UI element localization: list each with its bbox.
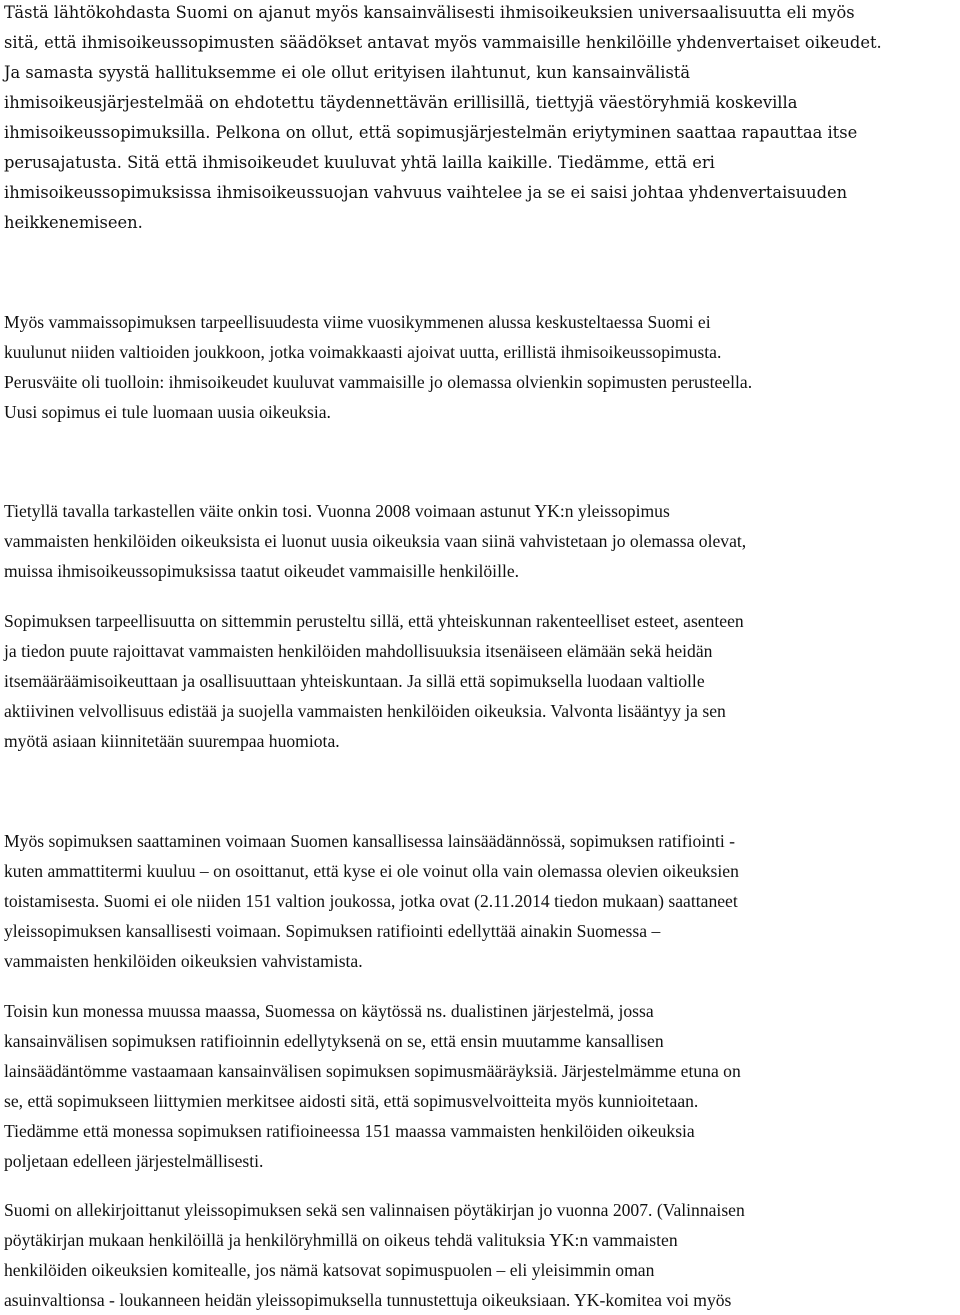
paragraph-convention-need xyxy=(4,307,752,427)
text-line: Perusväite oli tuolloin: ihmisoikeudet kuuluvat vammaisille jo olemassa olvienkin sopimusten perusteella. xyxy=(4,372,753,392)
text-line: Tiedämme että monessa sopimuksen ratifioineessa 151 maassa vammaisten henkilöiden oikeuksia xyxy=(4,1121,695,1141)
text-line: myötä asiaan kiinnitetään suurempaa huomiota. xyxy=(4,731,340,751)
text-line: perusajatusta. Sitä että ihmisoikeudet kuuluvat yhtä lailla kaikille. Tiedämme, että eri xyxy=(4,153,715,172)
paragraph-justification xyxy=(4,606,744,756)
text-line: lainsäädäntömme vastaamaan kansainvälisen sopimuksen sopimusmääräyksiä. Järjestelmämme etuna on xyxy=(4,1061,741,1081)
text-line: Tietyllä tavalla tarkastellen väite onkin tosi. Vuonna 2008 voimaan astunut YK:n yleissopimus xyxy=(4,501,670,521)
text-line: sitä, että ihmisoikeussopimusten säädökset antavat myös vammaisille henkilöille yhdenvertaiset oikeudet. xyxy=(4,33,882,52)
text-line: heikkenemiseen. xyxy=(4,213,143,232)
text-line: se, että sopimukseen liittymien merkitsee aidosti sitä, että sopimusvelvoitteita myös kunnioitetaan. xyxy=(4,1091,699,1111)
text-line: Suomi on allekirjoittanut yleissopimuksen sekä sen valinnaisen pöytäkirjan jo vuonna 2007. (Valinnaisen xyxy=(4,1200,745,1220)
text-line: vammaisten henkilöiden oikeuksien vahvistamista. xyxy=(4,951,363,971)
text-line: aktiivinen velvollisuus edistää ja suojella vammaisten henkilöiden oikeuksia. Valvonta lisääntyy ja sen xyxy=(4,701,726,721)
text-line: Uusi sopimus ei tule luomaan uusia oikeuksia. xyxy=(4,402,331,422)
text-line: ja tiedon puute rajoittavat vammaisten henkilöiden mahdollisuuksia itsenäiseen elämään sekä heidän xyxy=(4,641,713,661)
text-line: Ja samasta syystä hallituksemme ei ole ollut erityisen ilahtunut, kun kansainvälistä xyxy=(4,63,691,82)
text-line: kansainvälisen sopimuksen ratifioinnin edellytyksenä on se, että ensin muutamme kansallisen xyxy=(4,1031,664,1051)
text-line: ihmisoikeussopimuksissa ihmisoikeussuojan vahvuus vaihtelee ja se ei saisi johtaa yhdenvertaisuuden xyxy=(4,183,848,202)
paragraph-optional-protocol xyxy=(4,1195,745,1315)
text-line: Myös vammaissopimuksen tarpeellisuudesta viime vuosikymmenen alussa keskusteltaessa Suomi ei xyxy=(4,312,711,332)
text-line: muissa ihmisoikeussopimuksissa taatut oikeudet vammaisille henkilöille. xyxy=(4,561,520,581)
text-line: Sopimuksen tarpeellisuutta on sittemmin perusteltu sillä, että yhteiskunnan rakenteelliset esteet, asenteen xyxy=(4,611,744,631)
text-line: itsemääräämisoikeuttaan ja osallisuuttaan yhteiskuntaan. Ja sillä että sopimuksella luodaan valtiolle xyxy=(4,671,705,691)
text-line: yleissopimuksen kansallisesti voimaan. Sopimuksen ratifiointi edellyttää ainakin Suomessa – xyxy=(4,921,661,941)
paragraph-ratification xyxy=(4,826,739,976)
paragraph-dualist-system xyxy=(4,996,741,1176)
text-line: kuten ammattitermi kuuluu – on osoittanut, että kyse ei ole voinut olla vain olemassa olevien oikeuksien xyxy=(4,861,739,881)
text-line: vammaisten henkilöiden oikeuksista ei luonut uusia oikeuksia vaan siinä vahvistetaan jo olemassa olevat, xyxy=(4,531,747,551)
text-line: Myös sopimuksen saattaminen voimaan Suomen kansallisessa lainsäädännössä, sopimuksen ratifiointi - xyxy=(4,831,735,851)
text-line: poljetaan edelleen järjestelmällisesti. xyxy=(4,1151,264,1171)
text-line: ihmisoikeusjärjestelmää on ehdotettu täydennettävän erillisillä, tiettyjä väestöryhmiä koskevilla xyxy=(4,93,798,112)
text-line: kuulunut niiden valtioiden joukkoon, jotka voimakkaasti ajoivat uutta, erillistä ihmisoikeussopimusta. xyxy=(4,342,722,362)
paragraph-claim-true xyxy=(4,496,746,586)
text-line: pöytäkirjan mukaan henkilöillä ja henkilöryhmillä on oikeus tehdä valituksia YK:n vammaisten xyxy=(4,1230,678,1250)
text-line: Toisin kun monessa muussa maassa, Suomessa on käytössä ns. dualistinen järjestelmä, jossa xyxy=(4,1001,654,1021)
text-line: ihmisoikeussopimuksilla. Pelkona on ollut, että sopimusjärjestelmän eriytyminen saattaa rapauttaa itse xyxy=(4,123,858,142)
paragraph-universality xyxy=(4,0,882,238)
text-line: asuinvaltionsa - loukanneen heidän yleissopimuksella tunnustettuja oikeuksiaan. YK-komitea voi myös xyxy=(4,1290,732,1310)
text-line: Tästä lähtökohdasta Suomi on ajanut myös kansainvälisesti ihmisoikeuksien universaalisuutta eli myös xyxy=(4,3,855,22)
text-line: toistamisesta. Suomi ei ole niiden 151 valtion joukossa, jotka ovat (2.11.2014 tiedon mukaan) saattaneet xyxy=(4,891,738,911)
text-line: henkilöiden oikeuksien komitealle, jos nämä katsovat sopimuspuolen – eli yleisimmin oman xyxy=(4,1260,655,1280)
